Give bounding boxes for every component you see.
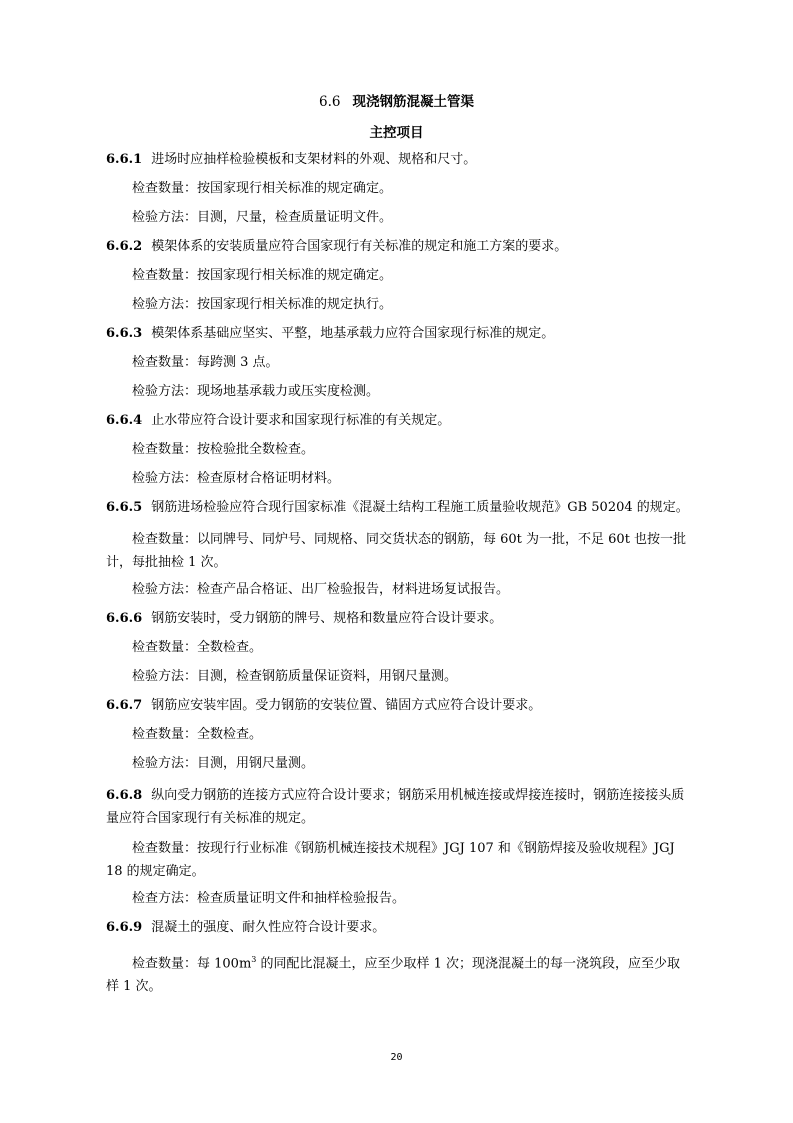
clause-6-6-8 [106, 784, 690, 830]
clause-number: 6.6.2 [106, 239, 143, 254]
clause-text: 钢筋应安装牢固。受力钢筋的安装位置、锚固方式应符合设计要求。 [151, 698, 542, 713]
clause-text: 模架体系的安装质量应符合国家现行有关标准的规定和施工方案的要求。 [151, 239, 568, 254]
inspection-quantity: 检查数量：按检验批全数检查。 [132, 442, 315, 457]
clause-list [106, 151, 690, 1005]
inspection-quantity: 检查数量：每跨测 3 点。 [132, 355, 279, 370]
clause-6-6-2 [106, 238, 690, 256]
clause-text: 止水带应符合设计要求和国家现行标准的有关规定。 [151, 413, 451, 428]
clause-number: 6.6.7 [106, 698, 143, 713]
inspection-method: 检验方法：现场地基承载力或压实度检测。 [132, 384, 380, 399]
clause-number: 6.6.4 [106, 413, 143, 428]
clause-6-6-4 [106, 412, 690, 430]
qty-text-a: 检查数量：每 100m [132, 956, 252, 972]
inspection-method: 检验方法：目测，检查钢筋质量保证资料，用钢尺量测。 [132, 669, 458, 684]
inspection-method: 检验方法：检查原材合格证明材料。 [132, 471, 341, 486]
clause-6-6-1 [106, 151, 690, 169]
inspection-method: 检查方法：检查质量证明文件和抽样检验报告。 [132, 891, 406, 906]
clause-6-6-5 [106, 499, 690, 517]
inspection-method: 检验方法：检查产品合格证、出厂检验报告，材料进场复试报告。 [132, 582, 510, 597]
section-number: 6.6 [319, 94, 341, 110]
qty-text-b: 的同配比混凝土，应至少取样 1 次；现浇混凝土的每一浇筑段，应至少取样 1 次。 [106, 956, 681, 995]
inspection-quantity: 检查数量：按国家现行相关标准的规定确定。 [132, 268, 393, 283]
clause-text: 钢筋进场检验应符合现行国家标准《混凝土结构工程施工质量验收规范》GB 50204 的规定。 [151, 500, 689, 515]
clause-number: 6.6.8 [106, 788, 143, 803]
inspection-quantity: 检查数量：以同牌号、同炉号、同规格、同交货状态的钢筋，每 60t 为一批，不足 60t 也按一批计，每批抽检 1 次。 [106, 532, 687, 570]
inspection-method: 检验方法：目测，尺量，检查质量证明文件。 [132, 210, 393, 225]
inspection-method: 检验方法：目测，用钢尺量测。 [132, 756, 315, 771]
inspection-quantity: 检查数量：按国家现行相关标准的规定确定。 [132, 181, 393, 196]
clause-text: 混凝土的强度、耐久性应符合设计要求。 [151, 920, 386, 935]
clause-number: 6.6.5 [106, 500, 143, 515]
inspection-quantity [106, 948, 690, 998]
clause-number: 6.6.6 [106, 611, 143, 626]
clause-number: 6.6.1 [106, 152, 143, 167]
clause-text: 模架体系基础应坚实、平整，地基承载力应符合国家现行标准的规定。 [151, 326, 555, 341]
clause-text: 进场时应抽样检验模板和支架材料的外观、规格和尺寸。 [151, 152, 477, 167]
superscript-3: 3 [251, 955, 257, 964]
section-title-text: 现浇钢筋混凝土管渠 [352, 94, 474, 110]
inspection-quantity: 检查数量：全数检查。 [132, 727, 263, 742]
clause-6-6-6 [106, 610, 690, 628]
inspection-quantity: 检查数量：全数检查。 [132, 640, 263, 655]
section-title [0, 90, 793, 110]
clause-number: 6.6.9 [106, 920, 143, 935]
inspection-quantity: 检查数量：按现行行业标准《钢筋机械连接技术规程》JGJ 107 和《钢筋焊接及验收规程》JGJ 18 的规定确定。 [106, 841, 675, 879]
clause-6-6-7 [106, 697, 690, 715]
clause-6-6-9 [106, 919, 690, 937]
inspection-method: 检验方法：按国家现行相关标准的规定执行。 [132, 297, 393, 312]
subsection-title: 主控项目 [369, 125, 424, 141]
clause-text: 纵向受力钢筋的连接方式应符合设计要求；钢筋采用机械连接或焊接连接时，钢筋连接接头质量应符合国家现行有关标准的规定。 [106, 788, 685, 826]
page-number: 20 [390, 1052, 403, 1063]
clause-6-6-3 [106, 325, 690, 343]
clause-number: 6.6.3 [106, 326, 143, 341]
clause-text: 钢筋安装时，受力钢筋的牌号、规格和数量应符合设计要求。 [151, 611, 503, 626]
